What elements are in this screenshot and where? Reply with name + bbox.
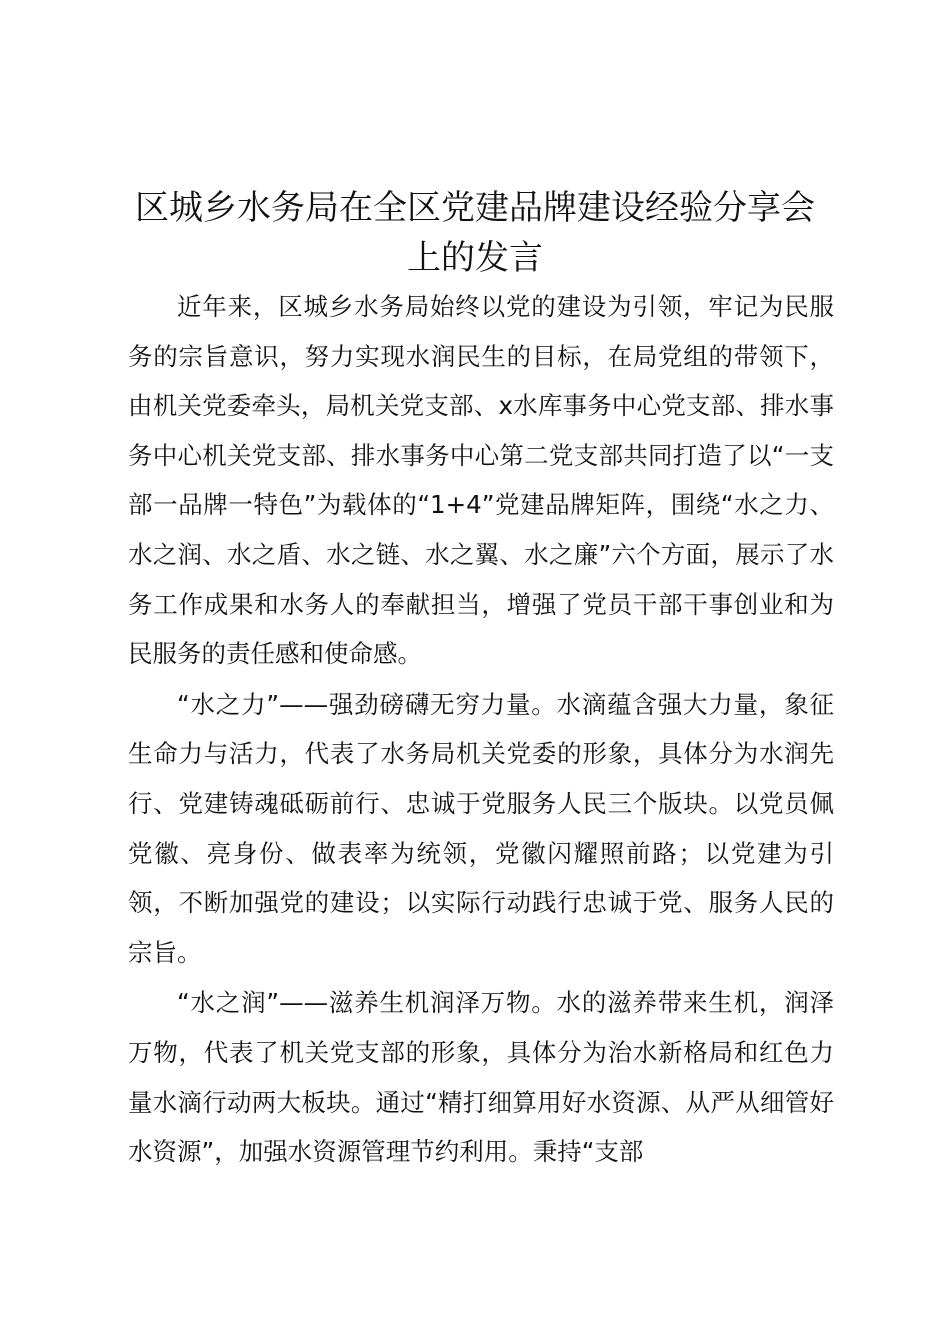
paragraph-water-nourish: “水之润”——滋养生机润泽万物。水的滋养带来生机，润泽万物，代表了机关党支部的形象，具体分为治水新格局和红色力量水滴行动两大板块。通过“精打细算用好水资源、从严从细管好水资源”，加强水资源管理节约利用。秉持“支部 <box>128 988 834 1167</box>
paragraph-intro: 近年来，区城乡水务局始终以党的建设为引领，牢记为民服务的宗旨意识，努力实现水润民生的目标，在局党组的带领下，由机关党委牵头，局机关党支部、x水库事务中心党支部、排水事务中心机关党支部、排水事务中心第二党支部共同打造了以“一支部一品牌一特色”为载体的“1+4”党建品牌矩阵，围绕“水之力、水之润、水之盾、水之链、水之翼、水之廉”六个方面，展示了水务工作成果和水务人的奉献担当，增强了党员干部干事创业和为民服务的责任感和使命感。 <box>128 292 834 669</box>
paragraph-water-power: “水之力”——强劲磅礴无穷力量。水滴蕴含强大力量，象征生命力与活力，代表了水务局机关党委的形象，具体分为水润先行、党建铸魂砥砺前行、忠诚于党服务人民三个版块。以党员佩党徽、亮身份、做表率为统领，党徽闪耀照前路；以党建为引领，不断加强党的建设；以实际行动践行忠诚于党、服务人民的宗旨。 <box>128 689 834 967</box>
document-body <box>128 282 834 1177</box>
title-line-1: 区城乡水务局在全区党建品牌建设经验分享会 <box>135 188 815 228</box>
document-title <box>100 183 850 283</box>
title-line-2: 上的发言 <box>407 238 543 278</box>
